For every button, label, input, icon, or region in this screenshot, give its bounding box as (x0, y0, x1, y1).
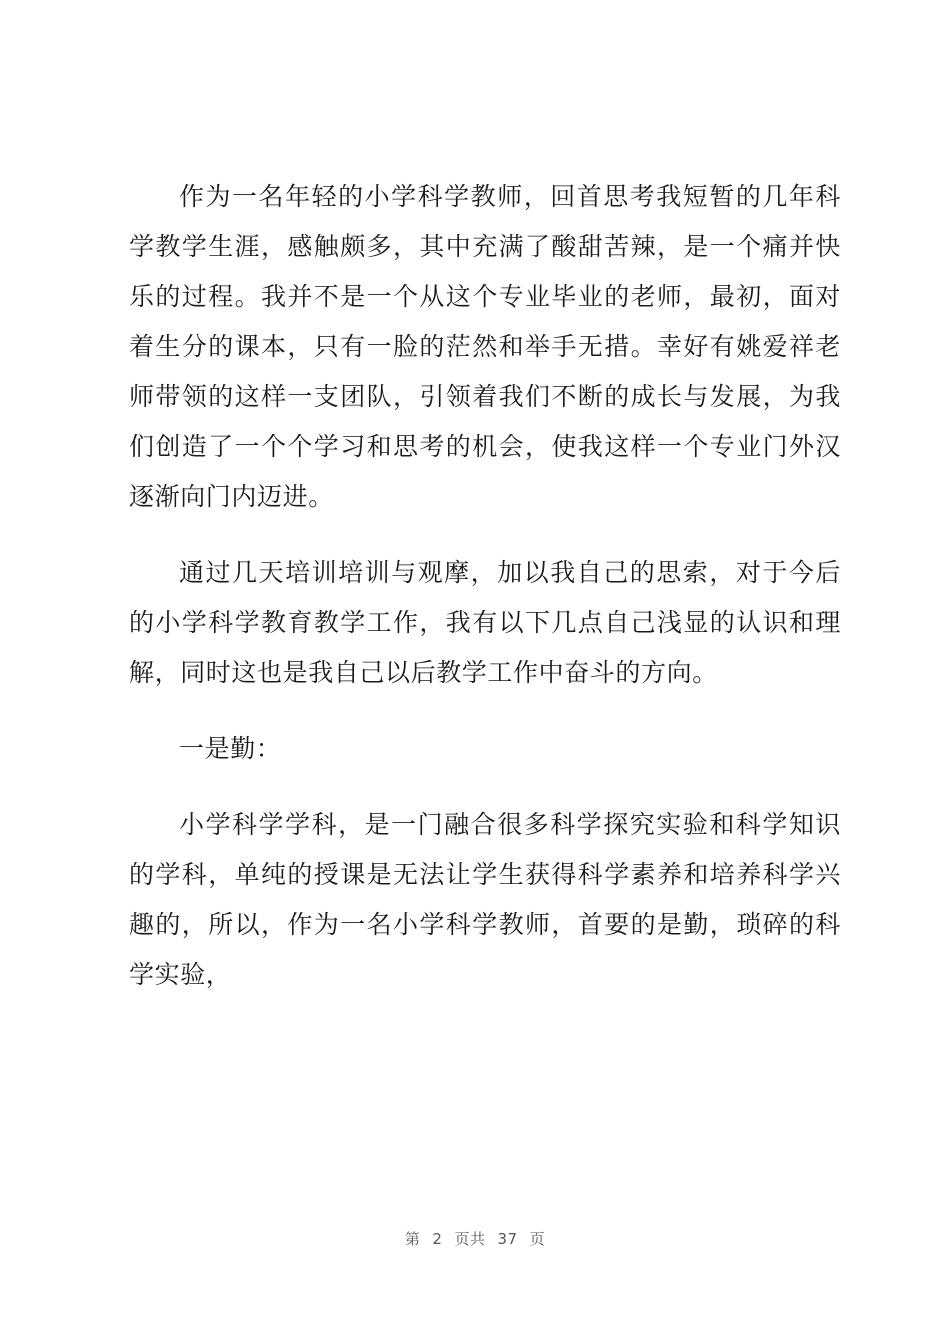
footer-page-number: 2 (432, 1230, 443, 1248)
page-footer (0, 1228, 950, 1249)
paragraph-4: 小学科学学科，是一门融合很多科学探究实验和科学知识的学科，单纯的授课是无法让学生获得科学素养和培养科学兴趣的，所以，作为一名小学科学教师，首要的是勤，琐碎的科学实验， (129, 810, 841, 989)
paragraph-1: 作为一名年轻的小学科学教师，回首思考我短暂的几年科学教学生涯，感触颇多，其中充满了酸甜苦辣，是一个痛并快乐的过程。我并不是一个从这个专业毕业的老师，最初，面对着生分的课本，只有一脸的茫然和举手无措。幸好有姚爱祥老师带领的这样一支团队，引领着我们不断的成长与发展，为我们创造了一个个学习和思考的机会，使我这样一个专业门外汉逐渐向门内迈进。 (129, 182, 841, 511)
footer-suffix: 页 (529, 1230, 546, 1248)
footer-total-pages: 37 (497, 1230, 518, 1248)
body-text (129, 172, 841, 1000)
paragraph-3: 一是勤： (179, 734, 282, 763)
paragraph-2: 通过几天培训培训与观摩，加以我自己的思索，对于今后的小学科学教育教学工作，我有以下几点自己浅显的认识和理解，同时这也是我自己以后教学工作中奋斗的方向。 (129, 558, 841, 687)
footer-prefix: 第 (404, 1230, 421, 1248)
footer-middle: 页共 (454, 1230, 486, 1248)
